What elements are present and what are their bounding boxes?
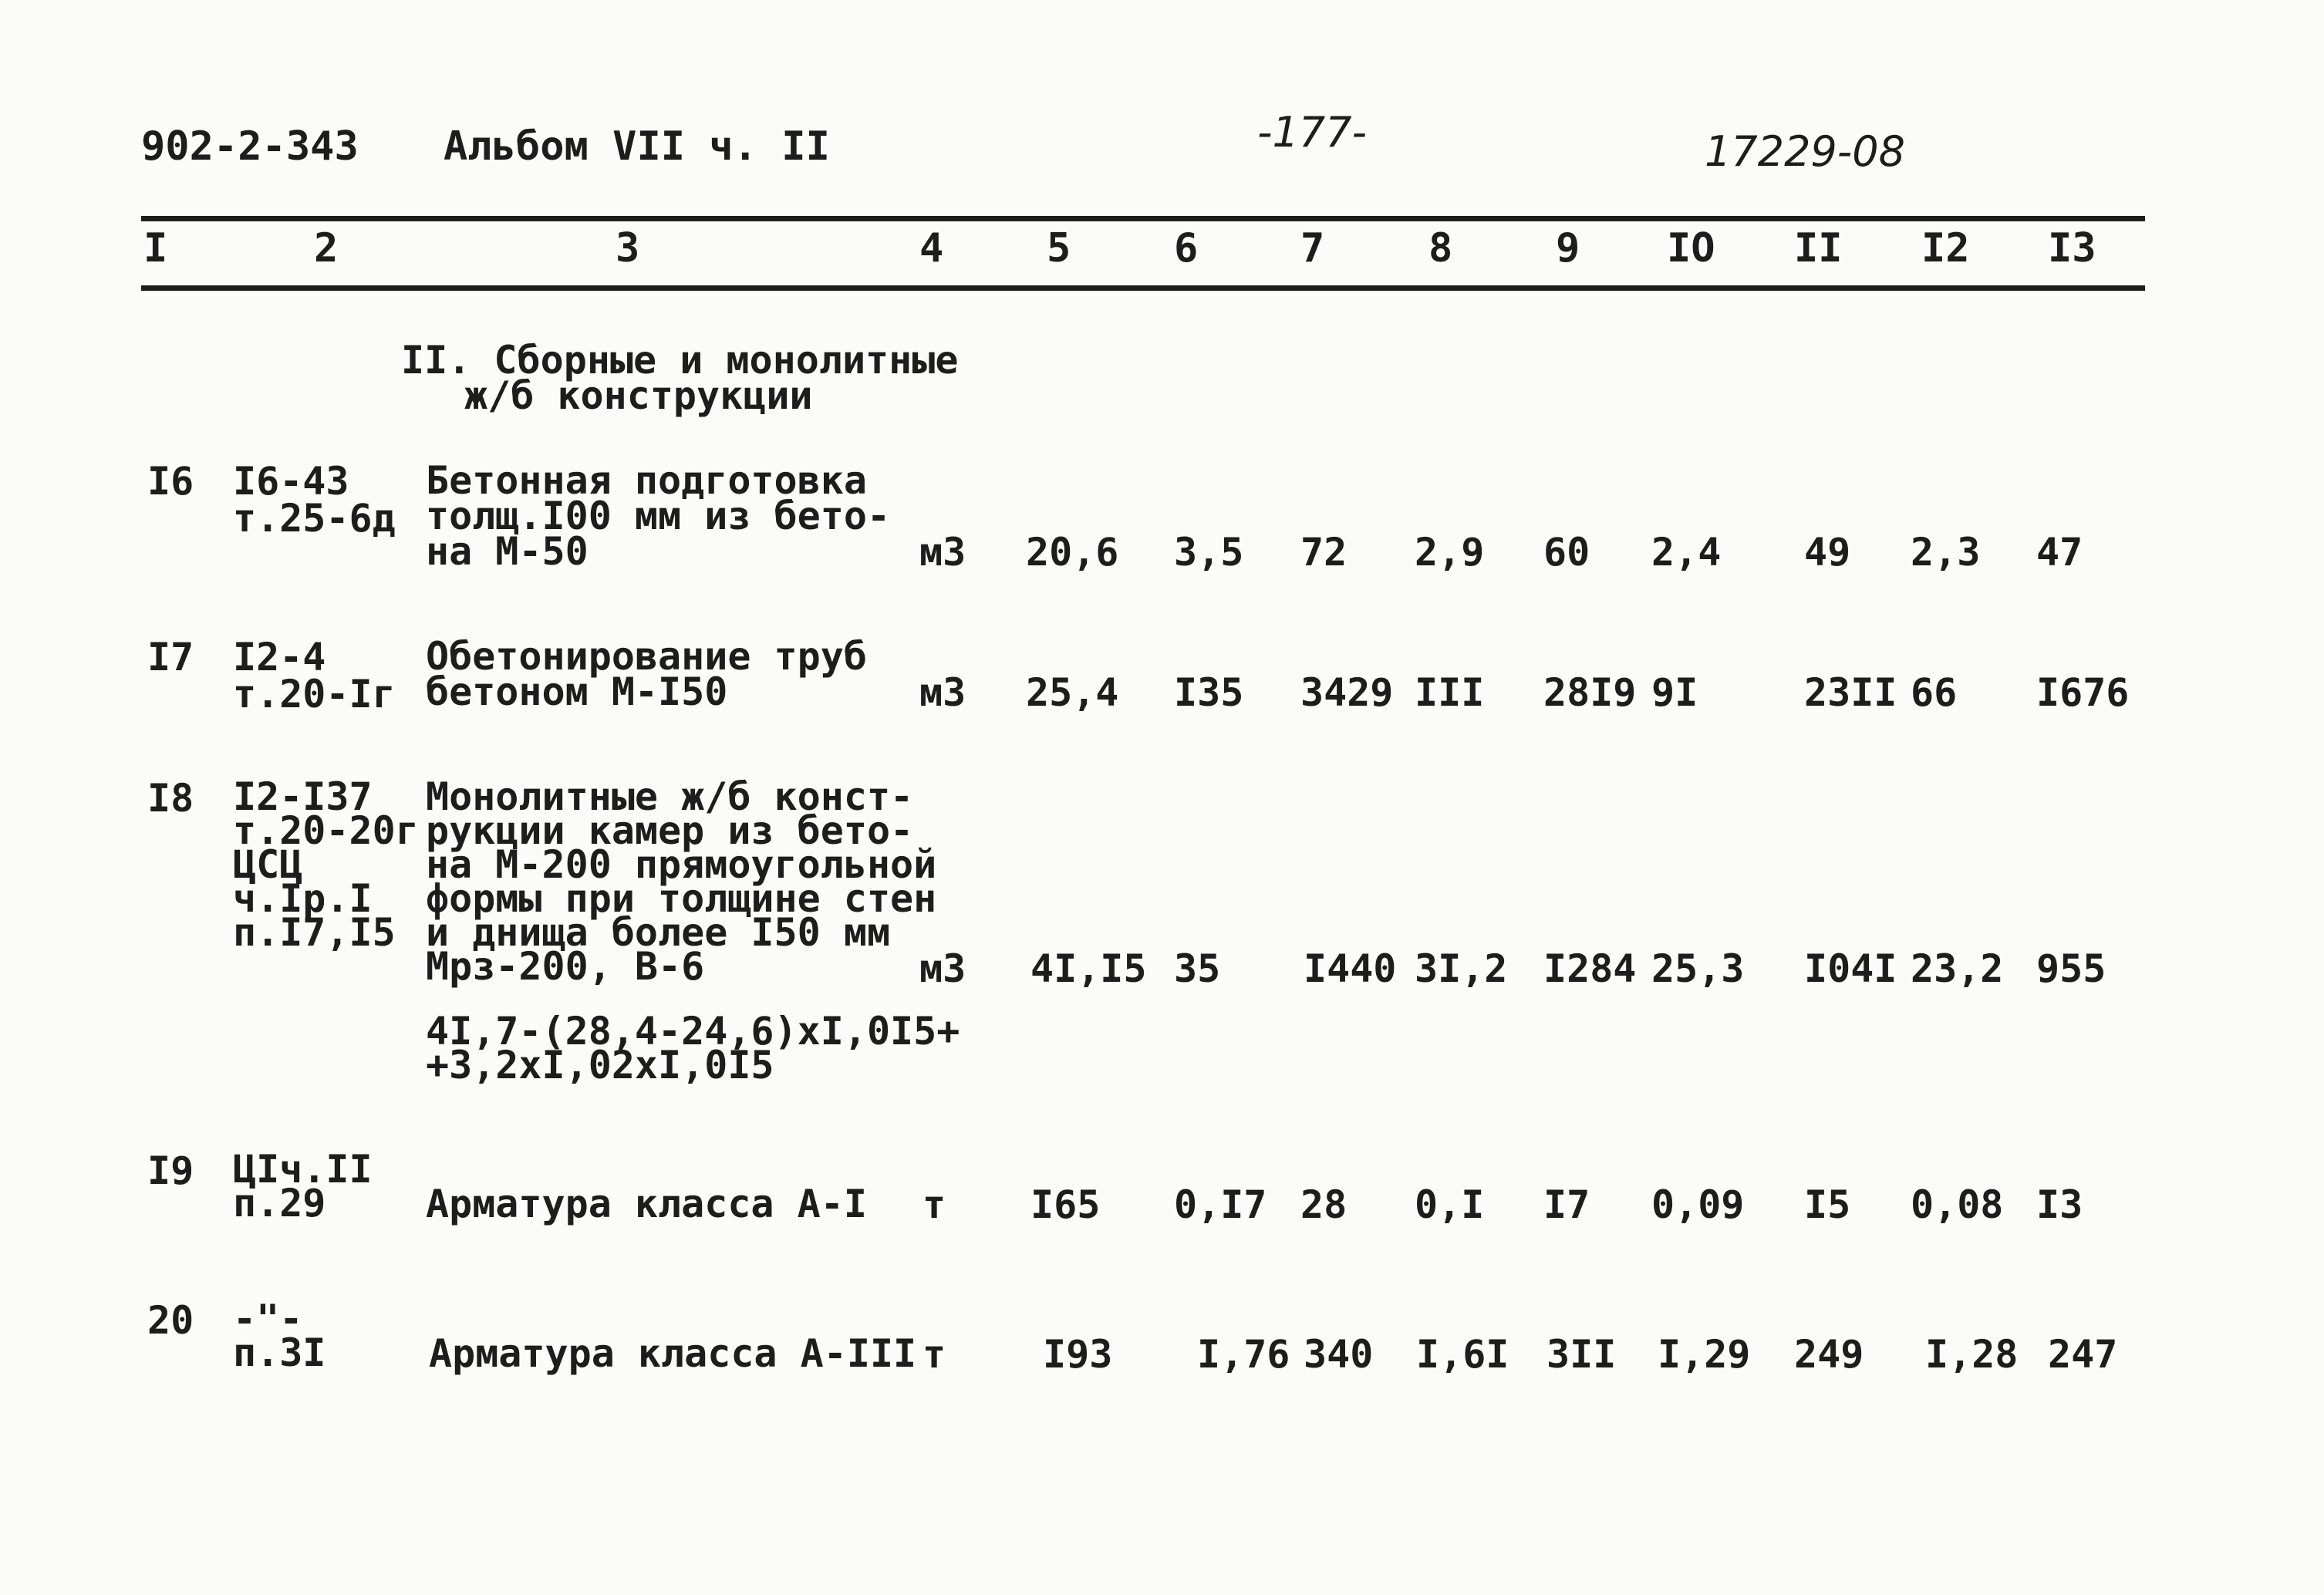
value-cell: I,76 [1197,1332,1290,1377]
value-cell: I,29 [1658,1332,1751,1377]
value-cell: 28 [1300,1182,1348,1227]
section-subtitle: ж/б конструкции [464,373,813,418]
value-cell: 247 [2048,1332,2118,1377]
value-cell: 0,09 [1651,1182,1745,1227]
value-cell: I440 [1304,946,1397,991]
column-number: 7 [1300,225,1325,271]
rate-reference-line: т.20-20г [233,808,419,853]
value-cell: 72 [1300,530,1348,575]
value-cell: 3,5 [1174,530,1244,575]
rate-reference [233,459,396,541]
work-description [426,458,891,574]
description-line: толщ.I00 мм из бето- [426,494,891,538]
column-number: I3 [2048,225,2096,271]
value-cell: I35 [1174,670,1244,715]
description-line: Обетонирование труб [426,634,867,679]
value-cell: I93 [1043,1332,1113,1377]
rate-reference-line: п.I7,I5 [233,910,396,955]
value-cell: 49 [1804,530,1851,575]
value-cell: 955 [2036,946,2106,991]
unit: м3 [919,670,966,715]
column-number: 8 [1428,225,1453,271]
value-cell: 3I,2 [1415,946,1508,991]
description-line: Бетонная подготовка [426,458,867,503]
table-header-rule [141,285,2145,291]
value-cell: I,6I [1416,1332,1509,1377]
table-top-rule [141,216,2145,221]
value-cell: I284 [1543,946,1637,991]
value-cell: 25,4 [1026,670,1119,715]
value-cell: I3 [2036,1182,2083,1227]
value-cell: I65 [1030,1182,1101,1227]
value-cell: 23II [1804,670,1897,715]
quantity-formula [426,1009,960,1088]
rate-reference-line: п.29 [233,1181,326,1226]
value-cell: I5 [1804,1182,1851,1227]
page-number: -177- [1257,108,1368,157]
description-line: формы при толщине стен [426,876,937,921]
column-number: 9 [1556,225,1580,271]
project-code: 902-2-343 [141,123,359,170]
rate-reference-line: т.25-6д [233,496,396,541]
column-number: 4 [919,225,944,271]
value-cell: I04I [1804,946,1897,991]
value-cell: 66 [1911,670,1958,715]
value-cell: 2,4 [1651,530,1722,575]
column-number: 5 [1047,225,1071,271]
unit: м3 [919,946,966,991]
unit: т [923,1182,946,1227]
rate-reference-line: п.3I [233,1330,326,1375]
description-line: Мрз-200, В-6 [426,944,705,989]
rate-reference-line: -"- [233,1297,303,1341]
value-cell: 340 [1304,1332,1374,1377]
value-cell: 3429 [1300,670,1394,715]
value-cell: I676 [2036,670,2130,715]
value-cell: 0,I7 [1174,1182,1267,1227]
value-cell: 2,3 [1911,530,1981,575]
section-title: II. Сборные и монолитные [401,338,959,383]
album-label: Альбом VII ч. II [444,123,830,170]
rate-reference-line: I6-43 [233,459,349,504]
value-cell: 0,08 [1911,1182,2004,1227]
work-description: Арматура класса А-I [426,1182,867,1226]
rate-reference-line: ЦСЦ [233,842,303,887]
rate-reference [233,635,396,717]
row-number: 20 [147,1298,194,1343]
value-cell: 20,6 [1026,530,1119,575]
value-cell: 35 [1174,946,1221,991]
document-number: 17229-08 [1705,127,1905,176]
work-description [426,774,937,989]
value-cell: 2,9 [1415,530,1485,575]
value-cell: I,28 [1925,1332,2019,1377]
row-number: I9 [147,1148,194,1193]
column-number: I2 [1921,225,1970,271]
rate-reference-line: I2-I37 [233,774,373,819]
row-number: I8 [147,776,194,821]
description-line: рукции камер из бето- [426,808,914,853]
formula-line: +3,2хI,02хI,0I5 [426,1043,774,1088]
rate-reference-line: I2-4 [233,635,326,679]
value-cell: 4I,I5 [1030,946,1147,991]
value-cell: 0,I [1415,1182,1485,1227]
column-number: 3 [616,225,640,271]
work-description: Арматура класса А-III [429,1331,917,1376]
unit: т [923,1332,946,1377]
value-cell: 28I9 [1543,670,1637,715]
formula-line: 4I,7-(28,4-24,6)хI,0I5+ [426,1009,960,1054]
value-cell: I7 [1543,1182,1590,1227]
value-cell: 25,3 [1651,946,1745,991]
column-number: 6 [1174,225,1199,271]
value-cell: 47 [2036,530,2083,575]
rate-reference-line: ч.Iр.I [233,876,373,921]
value-cell: 249 [1794,1332,1864,1377]
rate-reference-line: т.20-Iг [233,672,396,717]
row-number: I7 [147,635,194,679]
description-line: и днища более I50 мм [426,910,891,955]
column-number: IO [1667,225,1715,271]
rate-reference [233,774,419,955]
description-line: на М-200 прямоугольной [426,842,937,887]
unit: м3 [919,530,966,575]
value-cell: 9I [1651,670,1698,715]
column-number: II [1794,225,1843,271]
row-number: I6 [147,459,194,504]
description-line: Монолитные ж/б конст- [426,774,914,819]
rate-reference [233,1147,373,1226]
column-number: I [143,225,168,271]
value-cell: 60 [1543,530,1590,575]
column-number: 2 [314,225,339,271]
rate-reference-line: ЦIч.II [233,1147,373,1192]
description-line: бетоном М-I50 [426,669,728,714]
value-cell: 3II [1547,1332,1617,1377]
rate-reference [233,1297,326,1375]
value-cell: 23,2 [1911,946,2004,991]
work-description [426,634,867,714]
value-cell: III [1415,670,1485,715]
description-line: на М-50 [426,529,589,574]
